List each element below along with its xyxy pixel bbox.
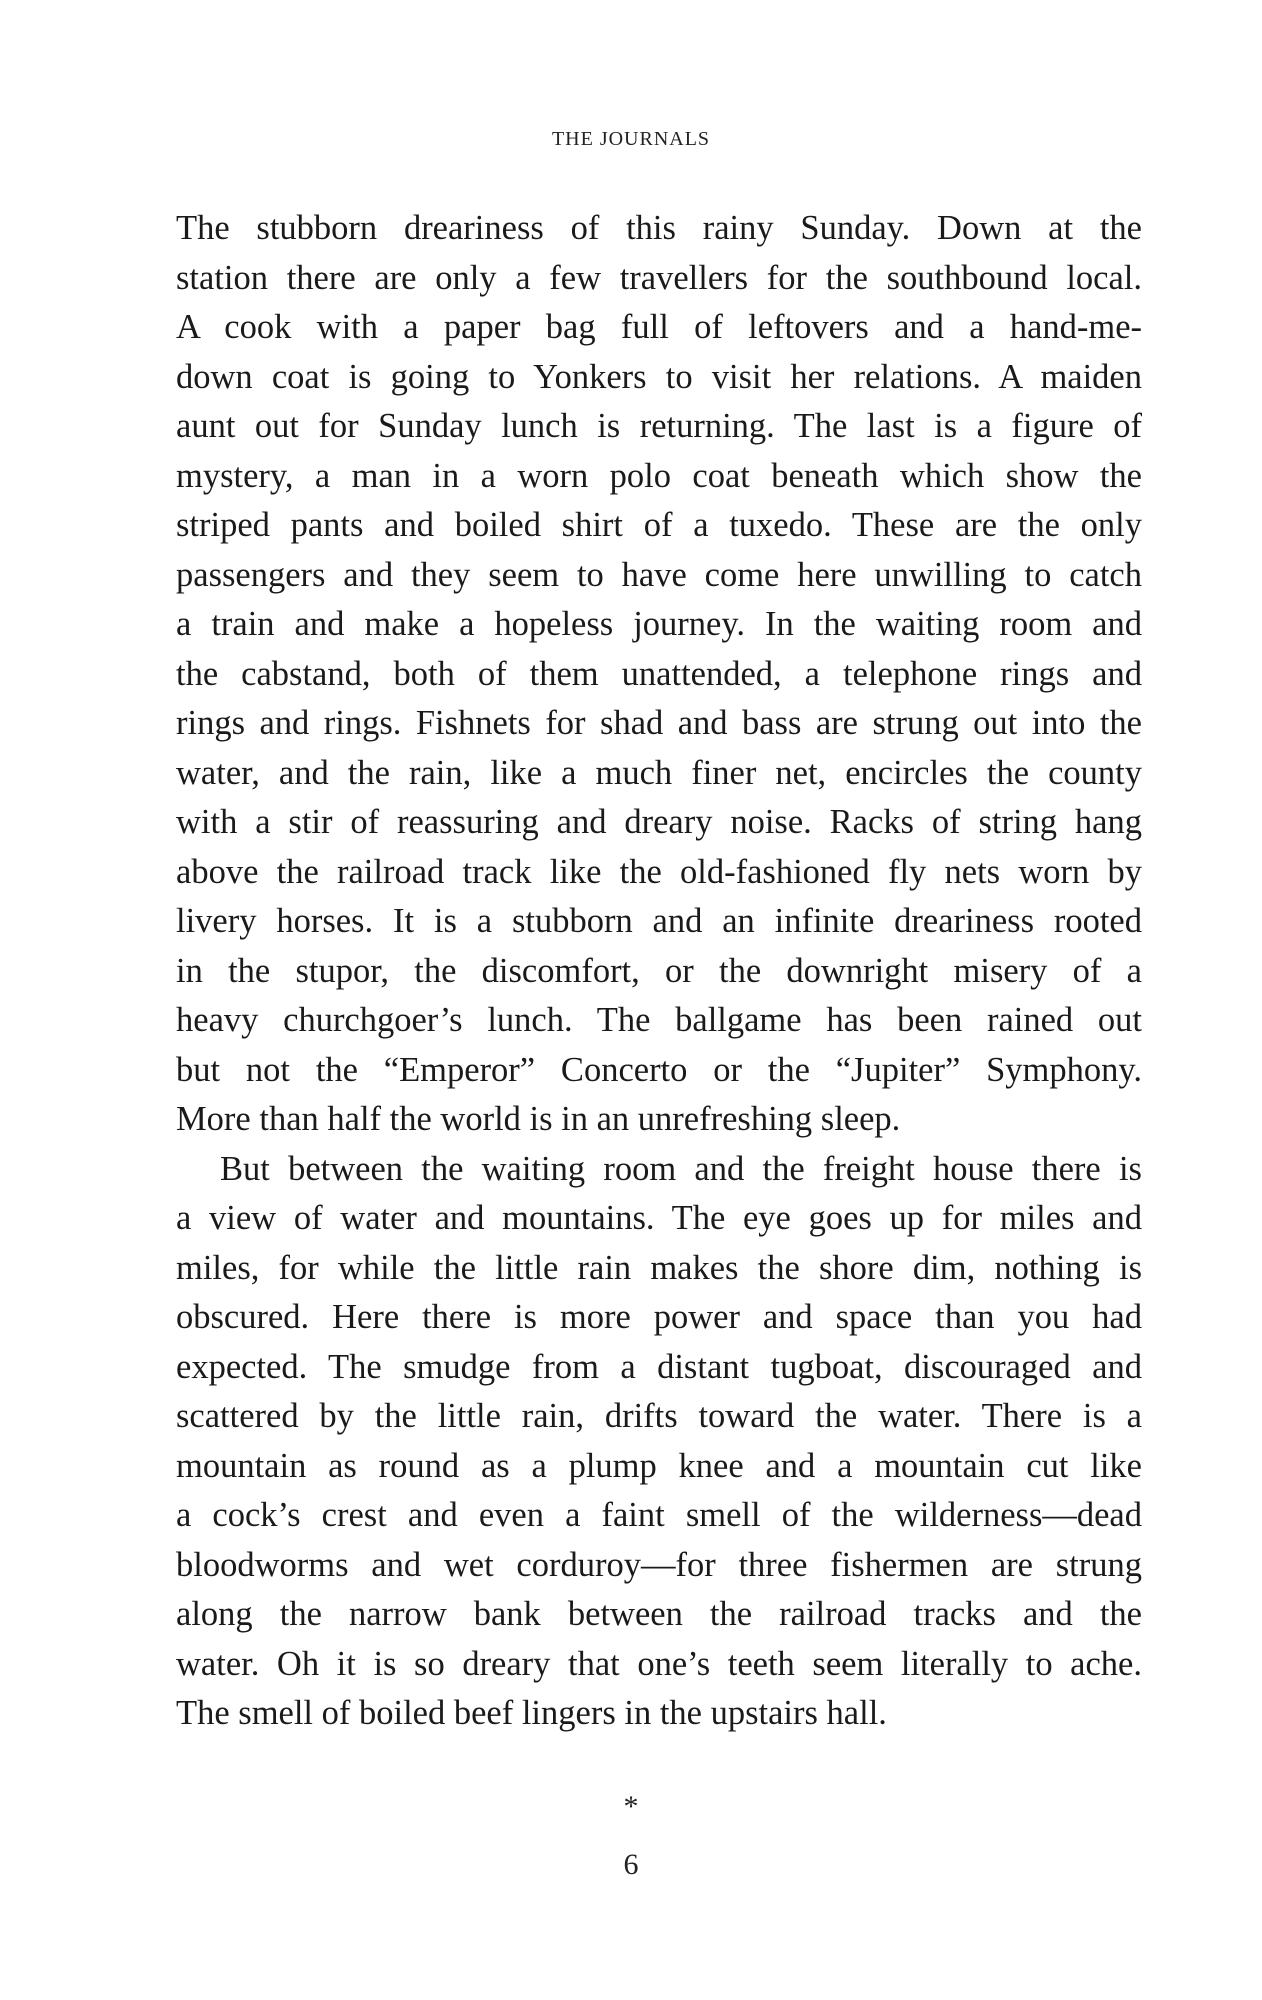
- text-line: station there are only a few travellers for the southbound local.: [176, 258, 1142, 297]
- text-line: livery horses. It is a stubborn and an infinite dreariness rooted: [176, 902, 1142, 940]
- text-line: a view of water and mountains. The eye goes up for miles and: [176, 1199, 1142, 1237]
- text-line: But between the waiting room and the freight house there is: [220, 1149, 1142, 1188]
- text-line: a cock’s crest and even a faint smell of the wilderness—dead: [176, 1496, 1142, 1534]
- text-line: expected. The smudge from a distant tugboat, discouraged and: [176, 1347, 1142, 1386]
- text-line: obscured. Here there is more power and space than you had: [176, 1298, 1142, 1336]
- text-line: but not the “Emperor” Concerto or the “Jupiter” Symphony.: [176, 1050, 1142, 1089]
- text-line: striped pants and boiled shirt of a tuxedo. These are the only: [176, 506, 1142, 544]
- text-line: A cook with a paper bag full of leftovers and a hand-me-: [176, 308, 1142, 346]
- text-line: with a stir of reassuring and dreary noise. Racks of string hang: [176, 803, 1142, 841]
- text-line: rings and rings. Fishnets for shad and bass are strung out into the: [176, 704, 1142, 742]
- text-line: passengers and they seem to have come here unwilling to catch: [176, 555, 1142, 594]
- text-line: water, and the rain, like a much finer net, encircles the county: [176, 753, 1142, 792]
- text-line: More than half the world is in an unrefreshing sleep.: [176, 1100, 901, 1138]
- body-text: [176, 204, 1142, 1739]
- text-line: heavy churchgoer’s lunch. The ballgame has been rained out: [176, 1001, 1142, 1039]
- text-line: mountain as round as a plump knee and a mountain cut like: [176, 1446, 1142, 1485]
- section-break-ornament: *: [623, 1790, 639, 1823]
- text-line: down coat is going to Yonkers to visit her relations. A maiden: [176, 357, 1142, 396]
- text-line: bloodworms and wet corduroy—for three fishermen are strung: [176, 1545, 1142, 1584]
- text-line: above the railroad track like the old-fashioned fly nets worn by: [176, 852, 1142, 891]
- text-line: mystery, a man in a worn polo coat beneath which show the: [176, 456, 1142, 495]
- text-line: the cabstand, both of them unattended, a telephone rings and: [176, 654, 1142, 693]
- text-line: scattered by the little rain, drifts toward the water. There is a: [176, 1397, 1142, 1435]
- text-line: water. Oh it is so dreary that one’s teeth seem literally to ache.: [176, 1644, 1142, 1683]
- text-line: aunt out for Sunday lunch is returning. The last is a figure of: [176, 407, 1142, 445]
- text-line: a train and make a hopeless journey. In the waiting room and: [176, 605, 1142, 643]
- text-line: in the stupor, the discomfort, or the downright misery of a: [176, 951, 1142, 990]
- text-line: The smell of boiled beef lingers in the upstairs hall.: [176, 1694, 887, 1732]
- running-head: THE JOURNALS: [551, 128, 711, 150]
- text-line: miles, for while the little rain makes the shore dim, nothing is: [176, 1248, 1142, 1287]
- text-line: The stubborn dreariness of this rainy Sunday. Down at the: [176, 209, 1142, 247]
- paragraph-2: [176, 1145, 1142, 1739]
- paragraph-1: [176, 204, 1142, 1145]
- page-number: 6: [623, 1848, 639, 1881]
- text-line: along the narrow bank between the railroad tracks and the: [176, 1595, 1142, 1633]
